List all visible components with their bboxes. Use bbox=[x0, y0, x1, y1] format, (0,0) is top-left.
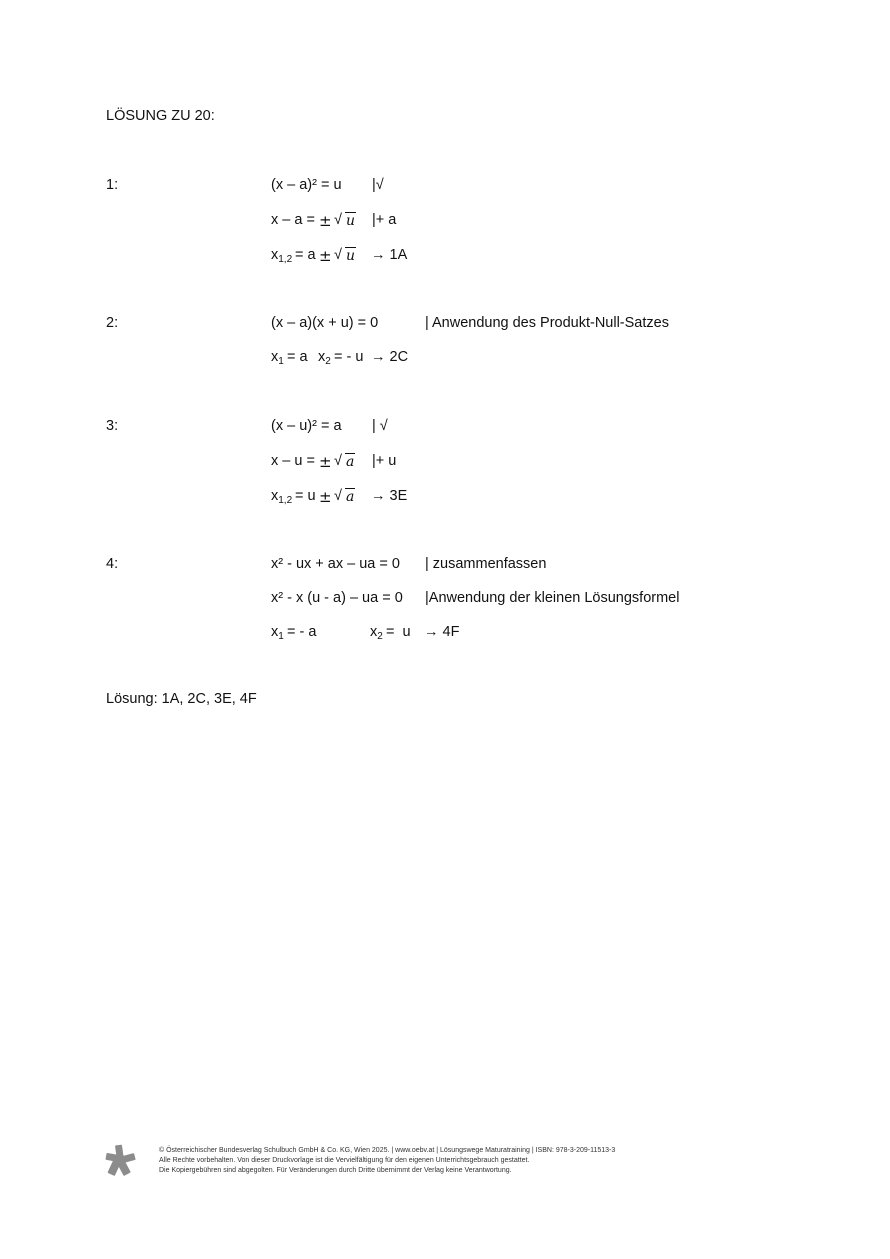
equation-lhs: x – u = bbox=[271, 453, 315, 469]
operation-note: | Anwendung des Produkt-Null-Satzes bbox=[425, 315, 669, 331]
sqrt-radicand: a bbox=[346, 454, 355, 470]
solution-variable: $x_2$ bbox=[318, 349, 331, 367]
solution-value: = - a bbox=[287, 624, 317, 640]
solution-variable: $x_2$ bbox=[370, 624, 383, 642]
solution-variable: $x_1$ bbox=[271, 624, 284, 642]
solution-variable: $x_{1,2}$ bbox=[271, 488, 293, 506]
operation-note: |+ a bbox=[372, 212, 397, 228]
task-label-3: 3: bbox=[106, 418, 119, 434]
task-label-1: 1: bbox=[106, 177, 119, 193]
result-arrow: → 1A bbox=[371, 247, 408, 263]
solution-value: = a bbox=[287, 349, 308, 365]
solution-variable: $x_1$ bbox=[271, 349, 284, 367]
sqrt-symbol: √ bbox=[334, 212, 342, 228]
sqrt-symbol: √ bbox=[334, 247, 342, 263]
equation: x² - x (u - a) – ua = 0 bbox=[271, 590, 403, 606]
footer-copyright: © Österreichischer Bundesverlag Schulbuch GmbH & Co. KG, Wien 2025. | www.oebv.at | Lösungswege Maturatraining | ISBN: 978-3-209-11513-3 bbox=[159, 1147, 616, 1154]
equation-rhs: = u bbox=[295, 488, 316, 504]
plus-minus-sign: ± bbox=[319, 488, 332, 506]
sqrt-radicand: u bbox=[346, 213, 356, 229]
operation-note: | √ bbox=[372, 418, 388, 434]
sqrt-symbol: √ bbox=[334, 453, 342, 469]
publisher-star-logo bbox=[104, 1144, 136, 1176]
solution-value: = - u bbox=[334, 349, 364, 365]
task-label-2: 2: bbox=[106, 315, 119, 331]
task-label-4: 4: bbox=[106, 556, 119, 572]
footer-rights: Alle Rechte vorbehalten. Von dieser Druckvorlage ist die Vervielfältigung für den eigenen Unterrichtsgebrauch gestattet. bbox=[159, 1157, 530, 1164]
result-arrow: → 3E bbox=[371, 488, 408, 504]
result-arrow: → 4F bbox=[424, 624, 460, 640]
operation-note: | zusammenfassen bbox=[425, 556, 547, 572]
plus-minus-sign: ± bbox=[319, 453, 332, 471]
operation-note: |√ bbox=[372, 177, 384, 193]
footer-disclaimer: Die Kopiergebühren sind abgegolten. Für Veränderungen durch Dritte übernimmt der Verlag keine Verantwortung. bbox=[159, 1167, 512, 1174]
equation: x² - ux + ax – ua = 0 bbox=[271, 556, 400, 572]
solution-value: = u bbox=[386, 624, 411, 640]
solution-variable: $x_{1,2}$ bbox=[271, 247, 293, 265]
summary-line: Lösung: 1A, 2C, 3E, 4F bbox=[106, 691, 257, 707]
page-heading: LÖSUNG ZU 20: bbox=[106, 108, 215, 124]
sqrt-radicand: u bbox=[346, 248, 356, 264]
sqrt-symbol: √ bbox=[334, 488, 342, 504]
equation-lhs: x – a = bbox=[271, 212, 315, 228]
equation: (x – u)² = a bbox=[271, 418, 342, 434]
equation: (x – a)(x + u) = 0 bbox=[271, 315, 379, 331]
sqrt-radicand: a bbox=[346, 489, 355, 505]
plus-minus-sign: ± bbox=[319, 212, 332, 230]
equation: (x – a)² = u bbox=[271, 177, 342, 193]
operation-note: |+ u bbox=[372, 453, 397, 469]
result-arrow: → 2C bbox=[371, 349, 409, 365]
plus-minus-sign: ± bbox=[319, 247, 332, 265]
operation-note: |Anwendung der kleinen Lösungsformel bbox=[425, 590, 680, 606]
equation-rhs: = a bbox=[295, 247, 316, 263]
